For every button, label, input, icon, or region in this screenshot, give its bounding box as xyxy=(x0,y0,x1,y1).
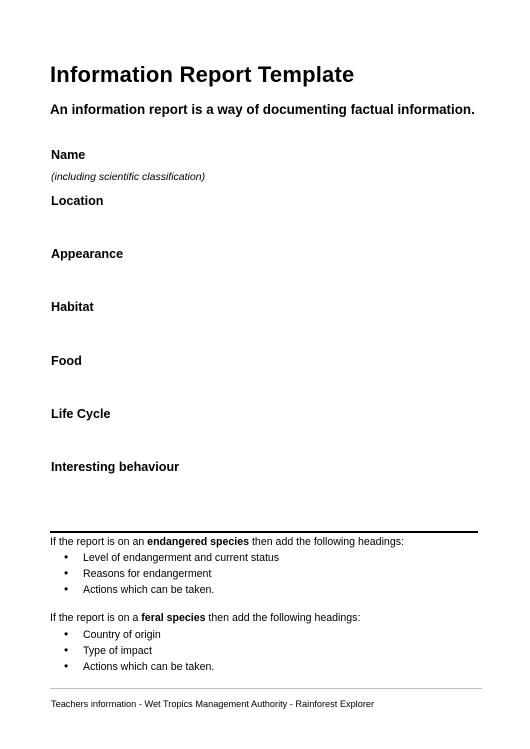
feral-intro xyxy=(50,612,360,624)
heading-food: Food xyxy=(51,354,82,368)
heading-location: Location xyxy=(51,194,104,208)
endangered-intro-after: then add the following headings: xyxy=(249,536,404,548)
list-item: • Actions which can be taken. xyxy=(64,659,214,675)
endangered-intro xyxy=(50,536,404,548)
endangered-list xyxy=(64,550,279,598)
heading-habitat: Habitat xyxy=(51,300,94,314)
feral-intro-bold: feral species xyxy=(141,612,206,624)
heading-name: Name xyxy=(51,148,86,162)
section-divider xyxy=(50,531,478,533)
list-item: • Level of endangerment and current status xyxy=(64,550,279,566)
endangered-intro-before: If the report is on an xyxy=(50,536,148,548)
list-item: • Type of impact xyxy=(64,643,214,659)
list-item: • Reasons for endangerment xyxy=(64,566,279,582)
feral-intro-before: If the report is on a xyxy=(50,612,142,624)
heading-interesting-behaviour: Interesting behaviour xyxy=(51,460,180,474)
page-title: Information Report Template xyxy=(50,62,355,87)
name-note: (including scientific classification) xyxy=(51,171,206,183)
heading-appearance: Appearance xyxy=(51,247,124,261)
feral-list xyxy=(64,627,214,675)
footer-divider xyxy=(50,688,482,689)
endangered-intro-bold: endangered species xyxy=(147,536,250,548)
heading-life-cycle: Life Cycle xyxy=(51,407,111,421)
feral-intro-after: then add the following headings: xyxy=(205,612,361,624)
page-subtitle: An information report is a way of documenting factual information. xyxy=(50,102,475,117)
list-item: • Actions which can be taken. xyxy=(64,582,279,598)
list-item: • Country of origin xyxy=(64,627,214,643)
page-footer: Teachers information - Wet Tropics Management Authority - Rainforest Explorer xyxy=(51,699,375,709)
